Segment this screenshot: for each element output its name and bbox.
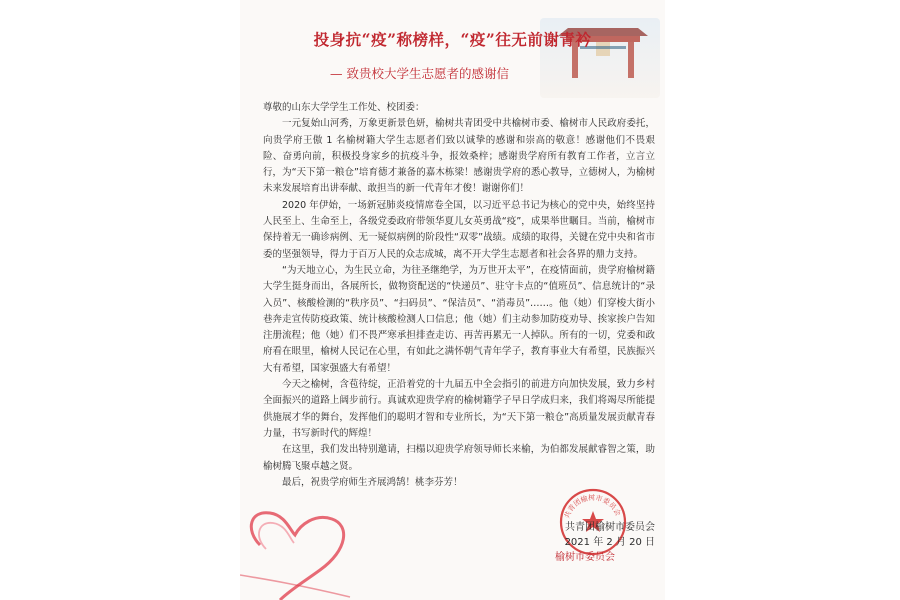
signature-org: 共青团榆树市委员会 <box>565 522 655 533</box>
paragraph: 今天之榆树，含苞待绽，正沿着党的十九届五中全会指引的前进方向加快发展，致力乡村全面振兴的道路上阔步前行。真诚欢迎贵学府的榆树籍学子早日学成归来，我们将竭尽所能提供施展才华的舞台，发挥他们的聪明才智和专业所长，为“天下第一粮仓”高质量发展贡献青春力量，书写新时代的辉煌！ <box>263 379 655 439</box>
svg-text:共青团榆树市委员会: 共青团榆树市委员会 <box>563 493 622 520</box>
letter-title: 投身抗“疫”称榜样，“疫”往无前谢青衿 <box>313 30 592 49</box>
paragraph: 最后，祝贵学府师生齐展鸿鹄！桃李芬芳！ <box>282 476 463 488</box>
paragraph: 在这里，我们发出特别邀请，扫榻以迎贵学府领导师长来榆，为伯都发展献睿智之策，助榆树腾飞聚卓越之贤。 <box>263 444 655 472</box>
letter-subtitle: — 致贵校大学生志愿者的感谢信 <box>330 66 509 81</box>
signature-org-handwritten: 榆树市委员会 <box>555 552 615 563</box>
paragraph: “为天地立心，为生民立命，为往圣继绝学，为万世开太平”，在疫情面前，贵学府榆树籍大学生挺身而出，各展所长，做物资配送的“快递员”、驻守卡点的“值班员”、信息统计的“录入员”、核酸检测的“秩序员”、“扫码员”、“保洁员”、“消毒员”……。他（她）们穿梭大街小巷奔走宣传防疫政策、统计核酸检测人口信息；他（她）们主动参加防疫劝导、挨家挨户告知注册流程；他（她）们不畏严寒承担排查走访、再苦再累无一人掉队。所有的一切，党委和政府看在眼里，榆树人民记在心里，有如此之满怀朝气青年学子，教育事业大有希望，民族振兴大有希望，国家强盛大有希望！ <box>263 264 655 374</box>
heart-decoration <box>240 505 370 600</box>
signature-date: 2021 年 2 月 20 日 <box>564 537 655 548</box>
signature-block <box>495 520 655 565</box>
salutation: 尊敬的山东大学学生工作处、校团委： <box>263 102 425 113</box>
letter-page <box>240 0 665 600</box>
paragraph: 2020 年伊始，一场新冠肺炎疫情席卷全国，以习近平总书记为核心的党中央，始终坚持人民至上、生命至上，各级党委政府带领华夏儿女英勇战“疫”，成果举世瞩目。当前，榆树市保持着无一确诊病例、无一疑似病例的阶段性“双零”战绩。成绩的取得，关键在党中央和省市委的坚强领导，得力于百万人民的众志成城，离不开大学生志愿者和社会各界的鼎力支持。 <box>263 199 655 260</box>
letter-body <box>263 100 655 491</box>
paragraph: 一元复始山河秀，万象更新景色妍，榆树共青团受中共榆树市委、榆树市人民政府委托，向贵学府王傲 1 名榆树籍大学生志愿者们致以诚挚的感谢和崇高的敬意！感谢他们不畏艰险、奋勇向前，积极投身家乡的抗疫斗争，报效桑梓；感谢贵学府所有教育工作者，立言立行，为“天下第一粮仓”培育德才兼备的嘉木栋梁！感谢贵学府的悉心教导，立德树人，为榆树未来发展培育出讲奉献、敢担当的新一代青年才俊！谢谢你们！ <box>263 118 655 195</box>
